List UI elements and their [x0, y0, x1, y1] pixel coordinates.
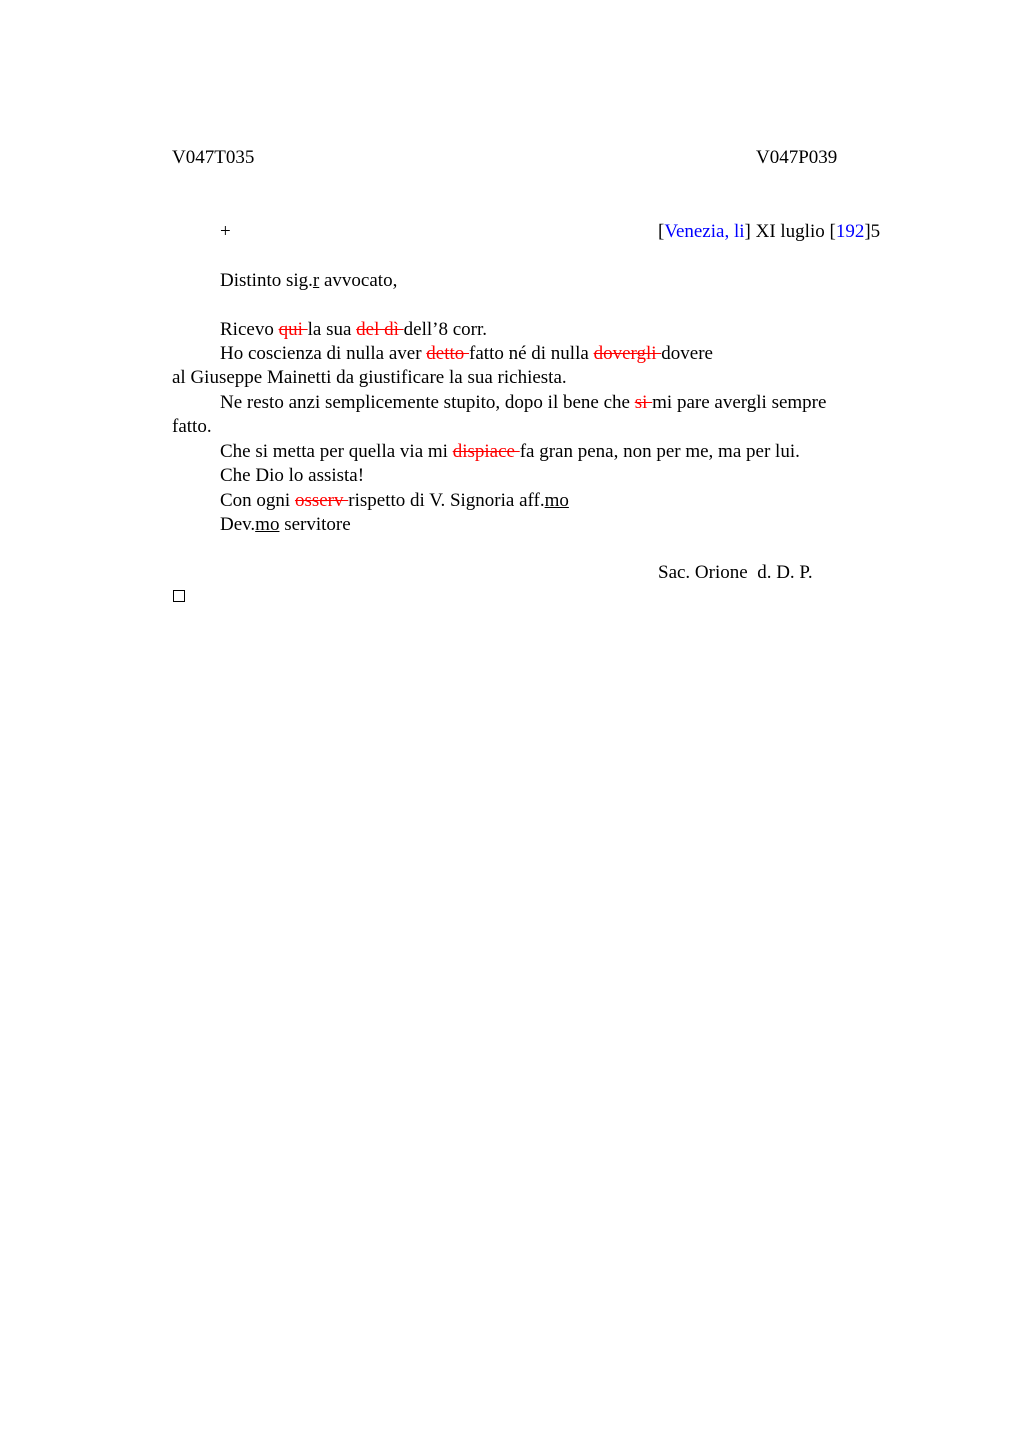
date-bracket-close: ] [744, 221, 751, 242]
letter-date [658, 221, 880, 243]
body-line-6 [220, 440, 800, 464]
abbreviation: mo [255, 514, 280, 535]
deleted-word: dovergli [593, 343, 662, 364]
body-line-3: al Giuseppe Mainetti da giustificare la sua richiesta. [172, 367, 567, 388]
body-line-4 [220, 391, 826, 415]
date-bracket-open: [ [658, 221, 665, 242]
text-segment: Con ogni [220, 490, 295, 511]
date-year-bracket-open: [ [829, 221, 836, 242]
text-segment: rispetto di V. Signoria aff. [348, 490, 545, 511]
text-segment: servitore [279, 514, 351, 535]
date-year-suffix: 5 [870, 221, 881, 242]
text-segment: mi pare avergli sempre [652, 392, 827, 413]
salutation [220, 269, 397, 293]
cross-mark: + [220, 221, 231, 242]
document-code-left: V047T035 [172, 147, 255, 168]
text-segment: Ne resto anzi semplicemente stupito, dopo il bene che [220, 392, 635, 413]
date-place: Venezia, li [664, 221, 745, 242]
deleted-word: osserv [294, 490, 349, 511]
date-year-bracket-close: ] [864, 221, 871, 242]
body-line-2 [220, 342, 713, 366]
text-segment: fatto né di nulla [469, 343, 594, 364]
deleted-word: si [634, 392, 653, 413]
text-segment: Ricevo [220, 319, 279, 340]
salutation-text: Distinto sig. [220, 270, 313, 291]
body-line-8 [220, 489, 569, 513]
text-segment: fa gran pena, non per me, ma per lui. [519, 441, 800, 462]
body-line-1 [220, 318, 487, 342]
deleted-word: detto [426, 343, 470, 364]
text-segment: dovere [661, 343, 713, 364]
text-segment: Dev. [220, 514, 256, 535]
deleted-word: qui [278, 319, 308, 340]
date-day-month: XI luglio [750, 221, 830, 242]
signature: Sac. Orione d. D. P. [658, 562, 813, 583]
body-line-5: fatto. [172, 416, 212, 437]
text-segment: Ho coscienza di nulla aver [220, 343, 427, 364]
text-segment: dell’8 corr. [403, 319, 488, 340]
deleted-word: dispiace [452, 441, 520, 462]
date-year-prefix: 192 [835, 221, 865, 242]
abbreviation: mo [544, 490, 569, 511]
text-segment: Che si metta per quella via mi [220, 441, 453, 462]
salutation-rest: avvocato, [319, 270, 398, 291]
body-line-7: Che Dio lo assista! [220, 465, 365, 486]
text-segment: la sua [307, 319, 357, 340]
deleted-word: del dì [356, 319, 404, 340]
salutation-abbr: r [312, 270, 320, 291]
document-code-right: V047P039 [756, 147, 838, 168]
square-outline-icon [173, 590, 185, 602]
body-line-9 [220, 513, 351, 537]
